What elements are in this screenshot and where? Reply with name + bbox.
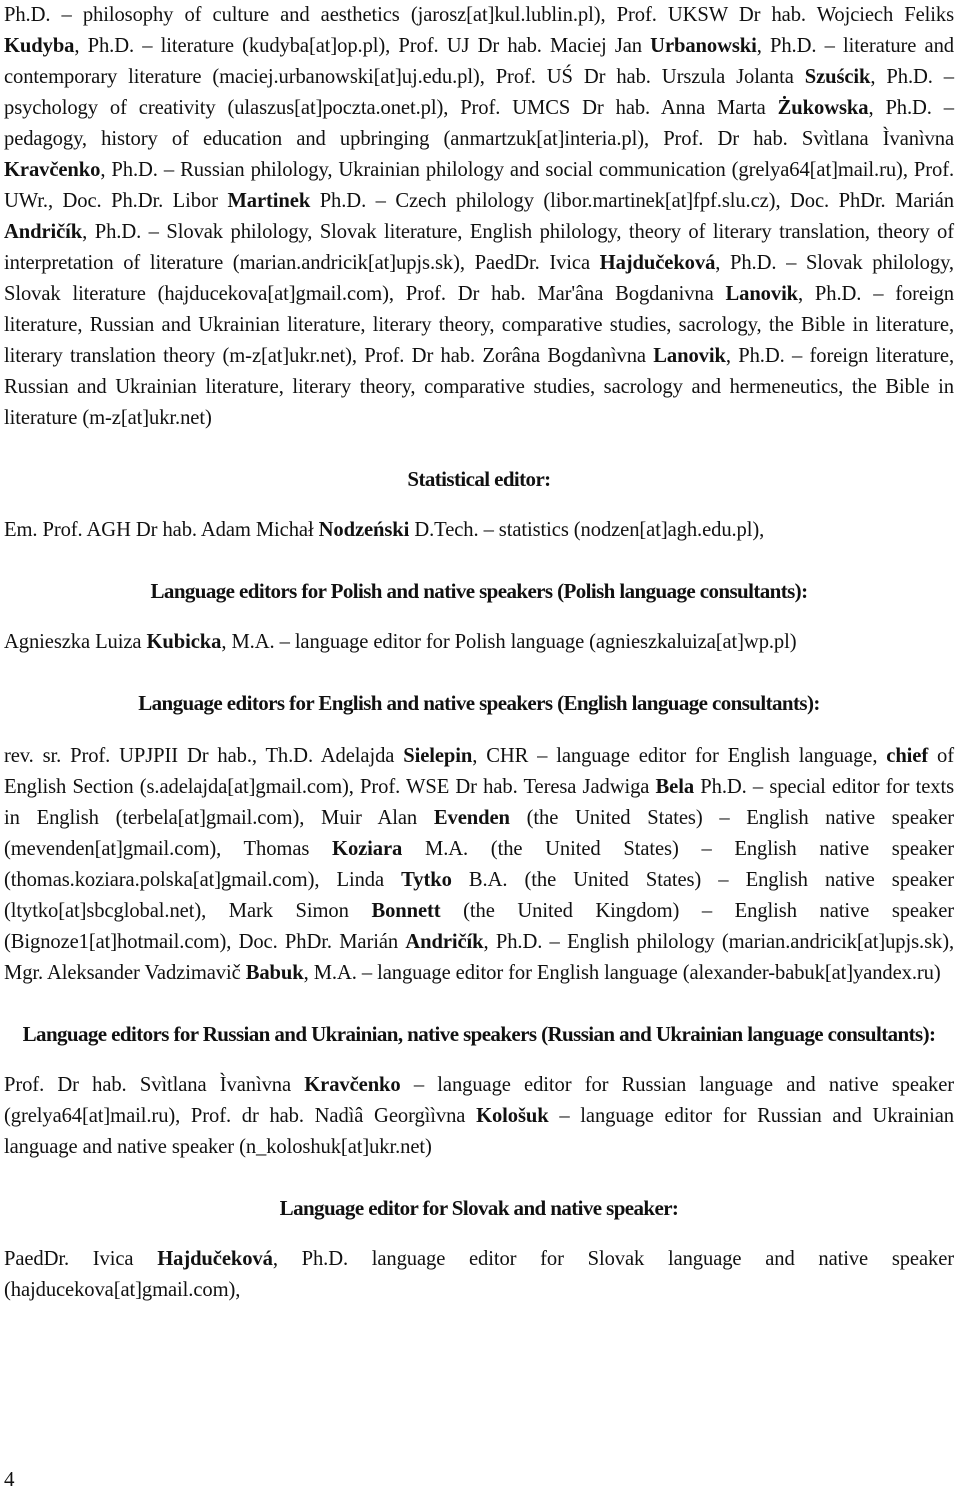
name-bold: chief	[886, 745, 929, 767]
text-run: , M.A. – language editor for Polish language (agnieszkaluiza[at]wp.pl)	[221, 631, 797, 653]
name-bold: Nodzeński	[318, 519, 410, 541]
name-bold: Lanovik	[725, 283, 799, 305]
name-bold: Kološuk	[476, 1105, 549, 1127]
name-bold: Koziara	[332, 838, 403, 860]
document-page	[4, 0, 954, 1306]
text-run: (the United States) – English native speaker (mevenden[at]gmail.com), Thomas	[4, 807, 954, 860]
name-bold: Hajdučeková	[157, 1248, 273, 1270]
text-run: , Ph.D. – Slovak philology, Slovak literature, English philology, theory of literary translation, theory of interpretation of literature (marian.andricik[at]upjs.sk), PaedDr. Ivica	[4, 221, 954, 274]
text-run: Ph.D. – philosophy of culture and aesthetics (jarosz[at]kul.lublin.pl), Prof. UKSW Dr hab. Wojciech Feliks	[4, 4, 954, 26]
text-run: Ph.D. – Czech philology (libor.martinek[at]fpf.slu.cz), Doc. PhDr. Marián	[310, 190, 954, 212]
name-bold: Sielepin	[403, 745, 473, 767]
name-bold: Kudyba	[4, 35, 75, 57]
text-run: Em. Prof. AGH Dr hab. Adam Michał	[4, 519, 319, 541]
name-bold: Żukowska	[777, 97, 869, 119]
name-bold: Hajdučeková	[599, 252, 716, 274]
text-run: PaedDr. Ivica	[4, 1248, 158, 1270]
name-bold: Urbanowski	[650, 35, 757, 57]
text-run: , Ph.D. – literature (kudyba[at]op.pl), Prof. UJ Dr hab. Maciej Jan	[74, 35, 651, 57]
text-run: – language editor for Russian language and native speaker (grelya64[at]mail.ru), Prof. dr hab. Nadìâ Georgììvna	[4, 1074, 955, 1127]
text-run: , CHR – language editor for English language,	[472, 745, 887, 767]
russian-ukrainian-editors-heading: Language editors for Russian and Ukrainian, native speakers (Russian and Ukrainian language consultants):	[22, 1022, 936, 1046]
text-run: , M.A. – language editor for English language (alexander-babuk[at]yandex.ru)	[303, 962, 941, 984]
text-run: , Ph.D. – Russian philology, Ukrainian philology and social communication (grelya64[at]mail.ru), Prof. UWr., Doc. Ph.Dr. Libor	[4, 159, 954, 212]
name-bold: Bonnett	[371, 900, 441, 922]
name-bold: Babuk	[245, 962, 304, 984]
name-bold: Andričík	[4, 221, 83, 243]
text-run: , Ph.D. language editor for Slovak language and native speaker (hajducekova[at]gmail.com),	[4, 1248, 955, 1301]
text-run: – language editor for Russian and Ukrainian language and native speaker (n_koloshuk[at]ukr.net)	[4, 1105, 954, 1158]
text-run: , Ph.D. – foreign literature, Russian and Ukrainian literature, literary theory, comparative studies, sacrology, the Bible in literature, literary translation theory (m-z[at]ukr.net), Prof. Dr hab. Zorâna Bogdanìvna	[4, 283, 954, 367]
name-bold: Kubicka	[146, 631, 222, 653]
editors-intro-paragraph	[4, 0, 954, 434]
name-bold: Lanovik	[653, 345, 726, 367]
polish-editors-heading: Language editors for Polish and native speakers (Polish language consultants):	[150, 579, 808, 603]
name-bold: Kravčenko	[4, 159, 101, 181]
text-run: rev. sr. Prof. UPJPII Dr hab., Th.D. Adelajda	[4, 745, 404, 767]
english-editors-paragraph	[4, 741, 954, 989]
text-run: , Ph.D. – pedagogy, history of education and upbringing (anmartzuk[at]interia.pl), Prof. Dr hab. Svìtlana Ìvanìvna	[4, 97, 954, 150]
text-run: Ph.D. – special editor for texts in English (terbela[at]gmail.com), Muir Alan	[4, 776, 954, 829]
text-run: , Ph.D. – psychology of creativity (ulaszus[at]poczta.onet.pl), Prof. UMCS Dr hab. Anna Marta	[4, 66, 954, 119]
text-run: D.Tech. – statistics (nodzen[at]agh.edu.pl),	[409, 519, 765, 541]
text-run: (the United Kingdom) – English native speaker (Bignoze1[at]hotmail.com), Doc. PhDr. Marián	[4, 900, 955, 953]
name-bold: Martinek	[227, 190, 311, 212]
english-editors-heading: Language editors for English and native speakers (English language consultants):	[138, 691, 820, 715]
text-run: Agnieszka Luiza	[4, 631, 147, 653]
text-run: B.A. (the United States) – English native speaker (ltytko[at]sbcglobal.net), Mark Simon	[4, 869, 954, 922]
name-bold: Andričík	[405, 931, 484, 953]
name-bold: Evenden	[433, 807, 510, 829]
name-bold: Tytko	[401, 869, 452, 891]
page-number: 4	[4, 1467, 15, 1491]
text-run: , Ph.D. – Slovak philology, Slovak literature (hajducekova[at]gmail.com), Prof. Dr hab. Mar'âna Bogdanivna	[4, 252, 954, 305]
name-bold: Szuścik	[804, 66, 871, 88]
text-run: , Ph.D. – foreign literature, Russian and Ukrainian literature, literary theory, comparative studies, sacrology and hermeneutics, the Bible in literature (m-z[at]ukr.net)	[4, 345, 954, 429]
statistical-editor-paragraph	[4, 515, 954, 546]
text-run: Prof. Dr hab. Svìtlana Ìvanìvna	[4, 1074, 305, 1096]
text-run: , Ph.D. – literature and contemporary literature (maciej.urbanowski[at]uj.edu.pl), Prof. UŚ Dr hab. Urszula Jolanta	[4, 35, 954, 88]
slovak-editor-paragraph	[4, 1244, 954, 1306]
slovak-editor-heading: Language editor for Slovak and native speaker:	[279, 1196, 679, 1220]
statistical-editor-heading: Statistical editor:	[407, 467, 551, 491]
russian-ukrainian-editors-paragraph	[4, 1070, 954, 1163]
text-run: M.A. (the United States) – English native speaker (thomas.koziara.polska[at]gmail.com), Linda	[4, 838, 954, 891]
polish-editors-paragraph	[4, 627, 954, 658]
name-bold: Kravčenko	[304, 1074, 401, 1096]
text-run: , Ph.D. – English philology (marian.andricik[at]upjs.sk), Mgr. Aleksander Vadzimavič	[4, 931, 955, 984]
text-run: of English Section (s.adelajda[at]gmail.com), Prof. WSE Dr hab. Teresa Jadwiga	[4, 745, 954, 798]
name-bold: Bela	[655, 776, 695, 798]
